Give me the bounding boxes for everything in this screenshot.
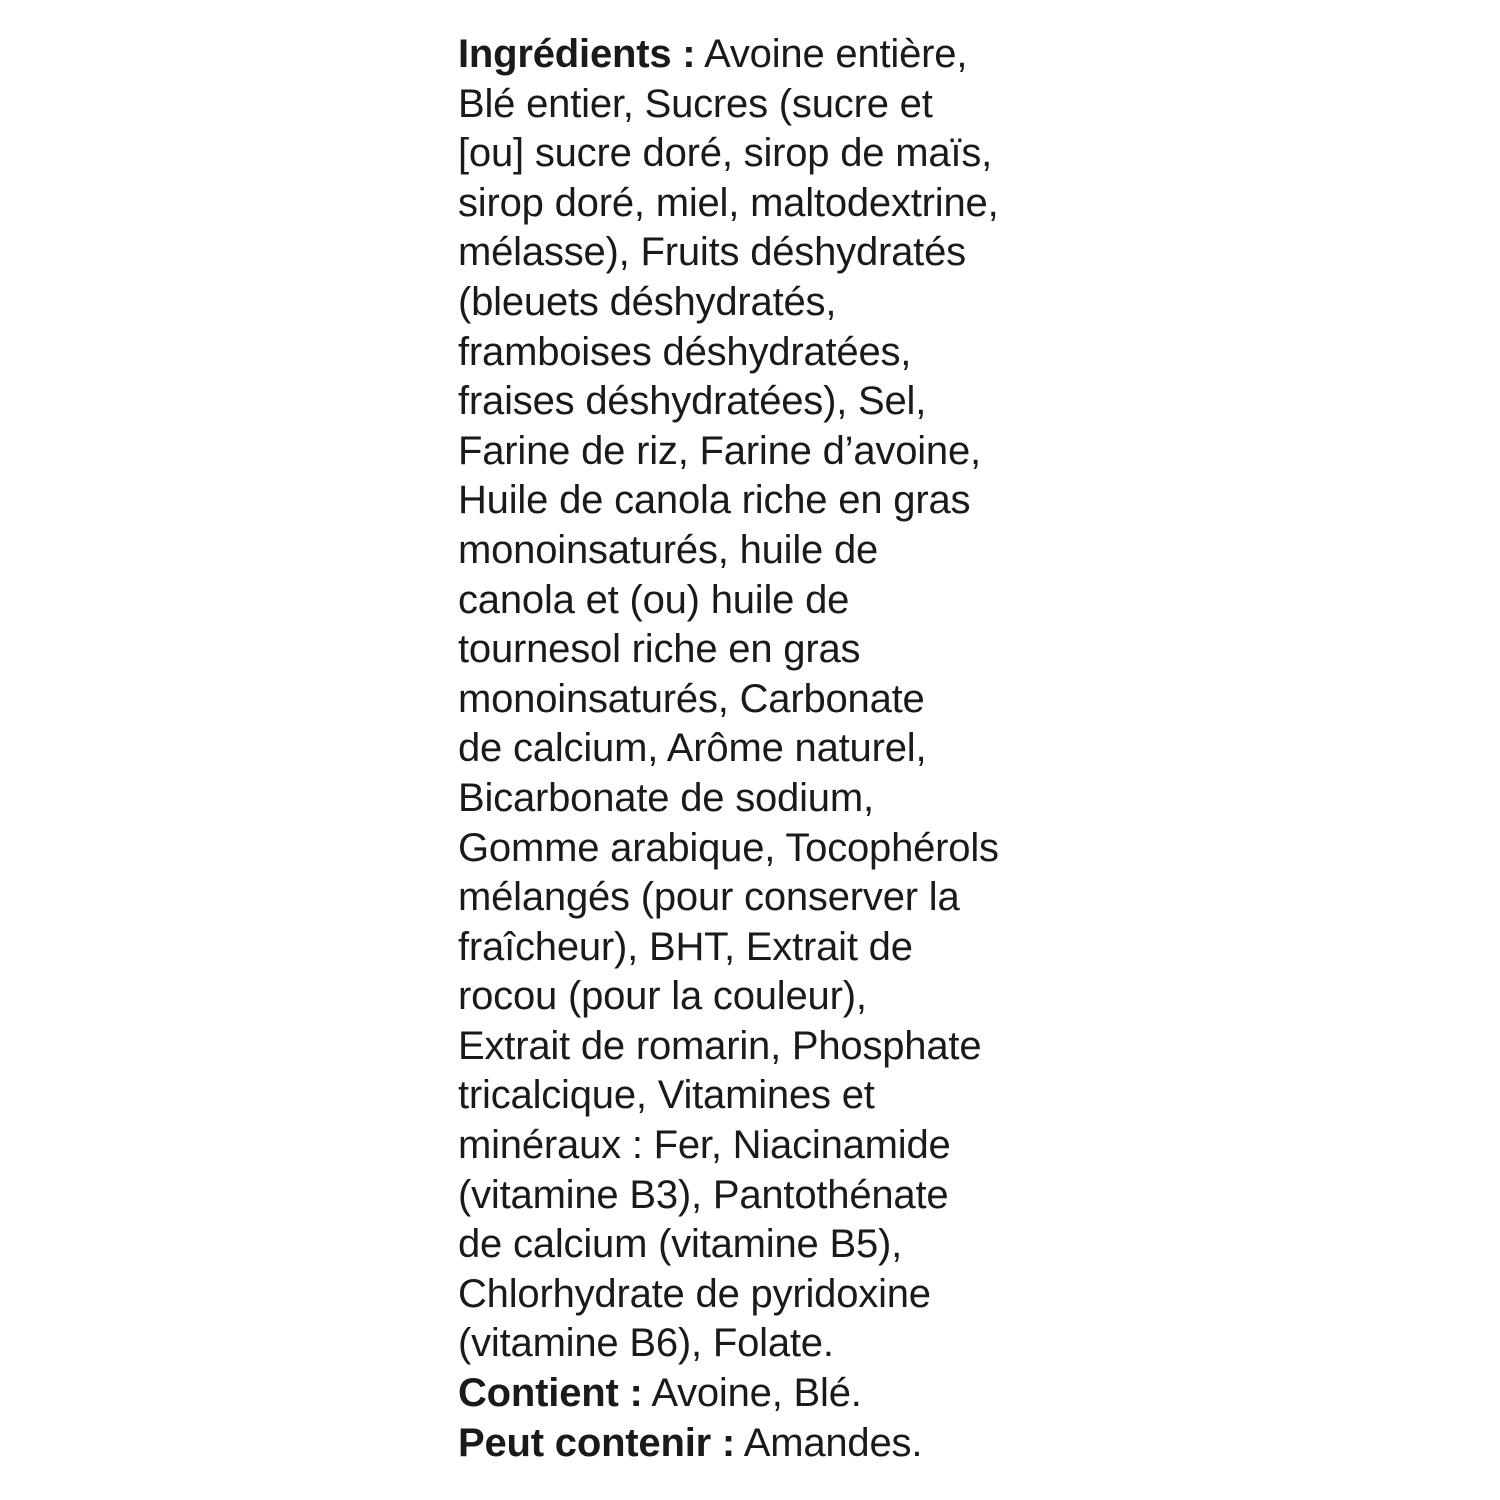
ingredients-text: Avoine entière,	[695, 32, 968, 76]
may-contain-value: Amandes.	[735, 1420, 923, 1465]
ingredients-line: mélangés (pour conserver la	[458, 875, 960, 920]
contains-heading: Contient :	[458, 1371, 643, 1416]
ingredients-line: fraîcheur), BHT, Extrait de	[458, 924, 913, 969]
ingredients-line: Extrait de romarin, Phosphate	[458, 1023, 982, 1068]
ingredients-line: (vitamine B3), Pantothénate	[458, 1172, 949, 1217]
ingredients-line: canola et (ou) huile de	[458, 577, 850, 622]
ingredients-line: rocou (pour la couleur),	[458, 974, 867, 1019]
ingredients-line-1	[458, 30, 1078, 80]
may-contain-heading: Peut contenir :	[458, 1420, 736, 1465]
ingredients-line: mélasse), Fruits déshydratés	[458, 230, 966, 275]
may-contain-line	[458, 1419, 1078, 1469]
ingredients-line: Farine de riz, Farine d’avoine,	[458, 428, 981, 473]
ingredients-line: Bicarbonate de sodium,	[458, 775, 874, 820]
contains-value: Avoine, Blé.	[642, 1371, 862, 1416]
ingredients-line: monoinsaturés, huile de	[458, 527, 879, 572]
ingredients-line: minéraux : Fer, Niacinamide	[458, 1123, 951, 1168]
contains-line	[458, 1369, 1078, 1419]
ingredients-line: (bleuets déshydratés,	[458, 279, 837, 324]
ingredients-line: monoinsaturés, Carbonate	[458, 676, 925, 721]
ingredients-line: tricalcique, Vitamines et	[458, 1073, 875, 1118]
ingredients-panel	[458, 30, 1078, 1468]
ingredients-line: Gomme arabique, Tocophérols	[458, 825, 999, 870]
ingredients-line: de calcium, Arôme naturel,	[458, 726, 927, 771]
ingredients-line: sirop doré, miel, maltodextrine,	[458, 180, 999, 225]
ingredients-line: [ou] sucre doré, sirop de maïs,	[458, 131, 993, 176]
ingredients-line: tournesol riche en gras	[458, 627, 861, 672]
ingredients-line: framboises déshydratées,	[458, 329, 912, 374]
ingredients-line: de calcium (vitamine B5),	[458, 1222, 903, 1267]
ingredients-line: Chlorhydrate de pyridoxine	[458, 1271, 931, 1316]
ingredients-line: Huile de canola riche en gras	[458, 478, 971, 523]
ingredients-heading: Ingrédients :	[458, 32, 696, 76]
ingredients-line: fraises déshydratées), Sel,	[458, 379, 927, 424]
ingredients-line: Blé entier, Sucres (sucre et	[458, 81, 933, 126]
ingredients-line: (vitamine B6), Folate.	[458, 1321, 834, 1366]
